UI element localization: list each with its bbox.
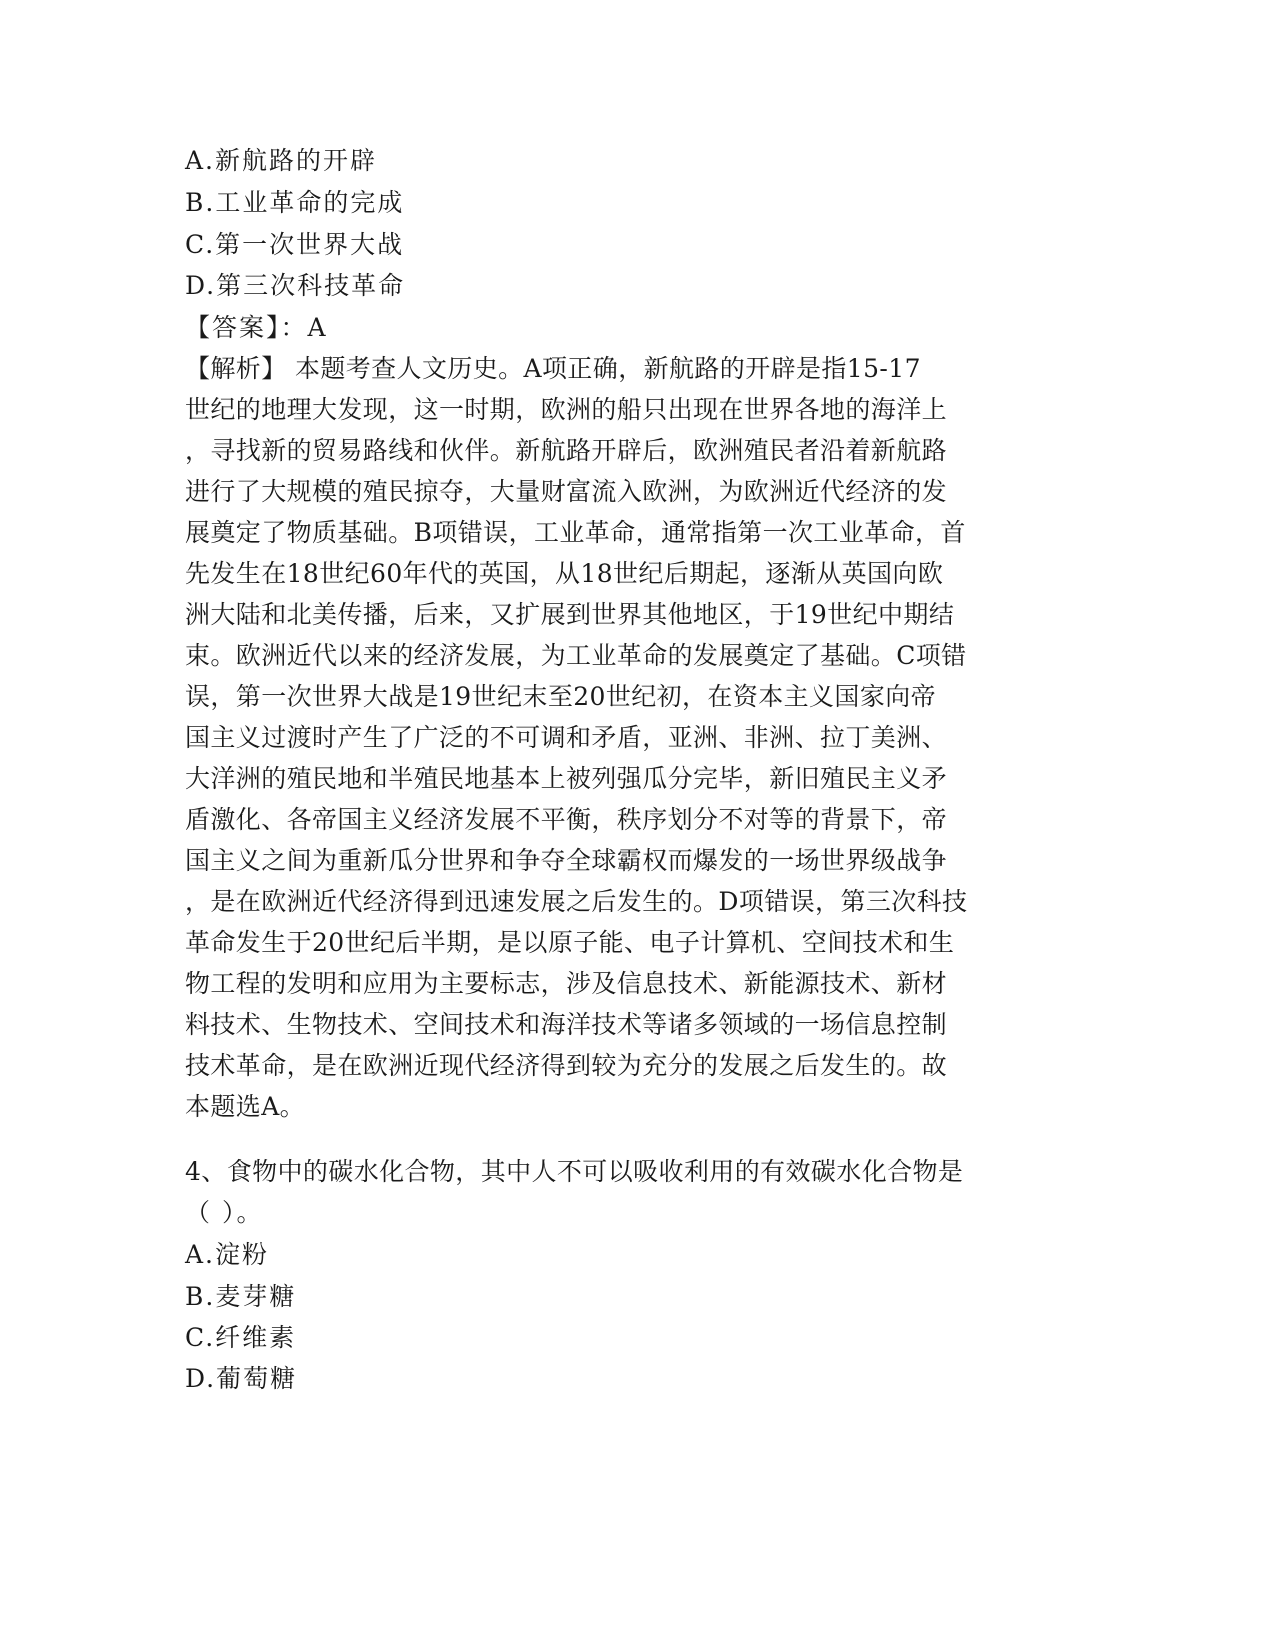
q3-analysis-line: ，寻找新的贸易路线和伙伴。新航路开辟后，欧洲殖民者沿着新航路 [185,436,948,465]
q3-analysis-line: 国主义过渡时产生了广泛的不可调和矛盾，亚洲、非洲、拉丁美洲、 [185,723,948,752]
q3-analysis-line: 洲大陆和北美传播，后来，又扩展到世界其他地区，于19世纪中期结 [185,600,955,629]
q4-stem-line: （ ）。 [185,1198,264,1227]
q4-option-b: B.麦芽糖 [185,1282,297,1311]
q3-analysis-line: 大洋洲的殖民地和半殖民地基本上被列强瓜分完毕，新旧殖民主义矛 [185,764,948,793]
q3-analysis-line: 误，第一次世界大战是19世纪末至20世纪初，在资本主义国家向帝 [185,682,937,711]
q3-option-b: B.工业革命的完成 [185,188,405,217]
q3-option-c: C.第一次世界大战 [185,230,405,259]
q3-option-d: D.第三次科技革命 [185,271,406,300]
q3-analysis-line: 料技术、生物技术、空间技术和海洋技术等诸多领域的一场信息控制 [185,1010,948,1039]
q3-analysis-line: 世纪的地理大发现，这一时期，欧洲的船只出现在世界各地的海洋上 [185,395,948,424]
q3-analysis-line: 盾激化、各帝国主义经济发展不平衡，秩序划分不对等的背景下，帝 [185,805,948,834]
q4-stem-line: 4、食物中的碳水化合物，其中人不可以吸收利用的有效碳水化合物是 [185,1157,964,1186]
q3-analysis-line: 技术革命，是在欧洲近现代经济得到较为充分的发展之后发生的。故 [185,1051,948,1080]
q3-answer: 【答案】：A [185,313,328,342]
q3-analysis-line: 展奠定了物质基础。B项错误，工业革命，通常指第一次工业革命，首 [185,518,966,547]
q3-analysis-line: 进行了大规模的殖民掠夺，大量财富流入欧洲，为欧洲近代经济的发 [185,477,948,506]
q3-analysis-line: 【解析】 本题考查人文历史。A项正确，新航路的开辟是指15-17 [185,354,921,383]
q3-analysis-line: 先发生在18世纪60年代的英国，从18世纪后期起，逐渐从英国向欧 [185,559,944,588]
q3-option-a: A.新航路的开辟 [185,146,378,175]
q3-analysis-line: 本题选A。 [185,1092,306,1121]
q3-analysis-line: 国主义之间为重新瓜分世界和争夺全球霸权而爆发的一场世界级战争 [185,846,948,875]
q4-option-a: A.淀粉 [185,1240,270,1269]
q4-option-c: C.纤维素 [185,1323,297,1352]
q3-analysis-line: 物工程的发明和应用为主要标志，涉及信息技术、新能源技术、新材 [185,969,948,998]
q3-analysis-line: 束。欧洲近代以来的经济发展，为工业革命的发展奠定了基础。C项错 [185,641,967,670]
q3-analysis-line: 革命发生于20世纪后半期，是以原子能、电子计算机、空间技术和生 [185,928,955,957]
q3-analysis-line: ，是在欧洲近代经济得到迅速发展之后发生的。D项错误，第三次科技 [185,887,968,916]
q4-option-d: D.葡萄糖 [185,1364,298,1393]
